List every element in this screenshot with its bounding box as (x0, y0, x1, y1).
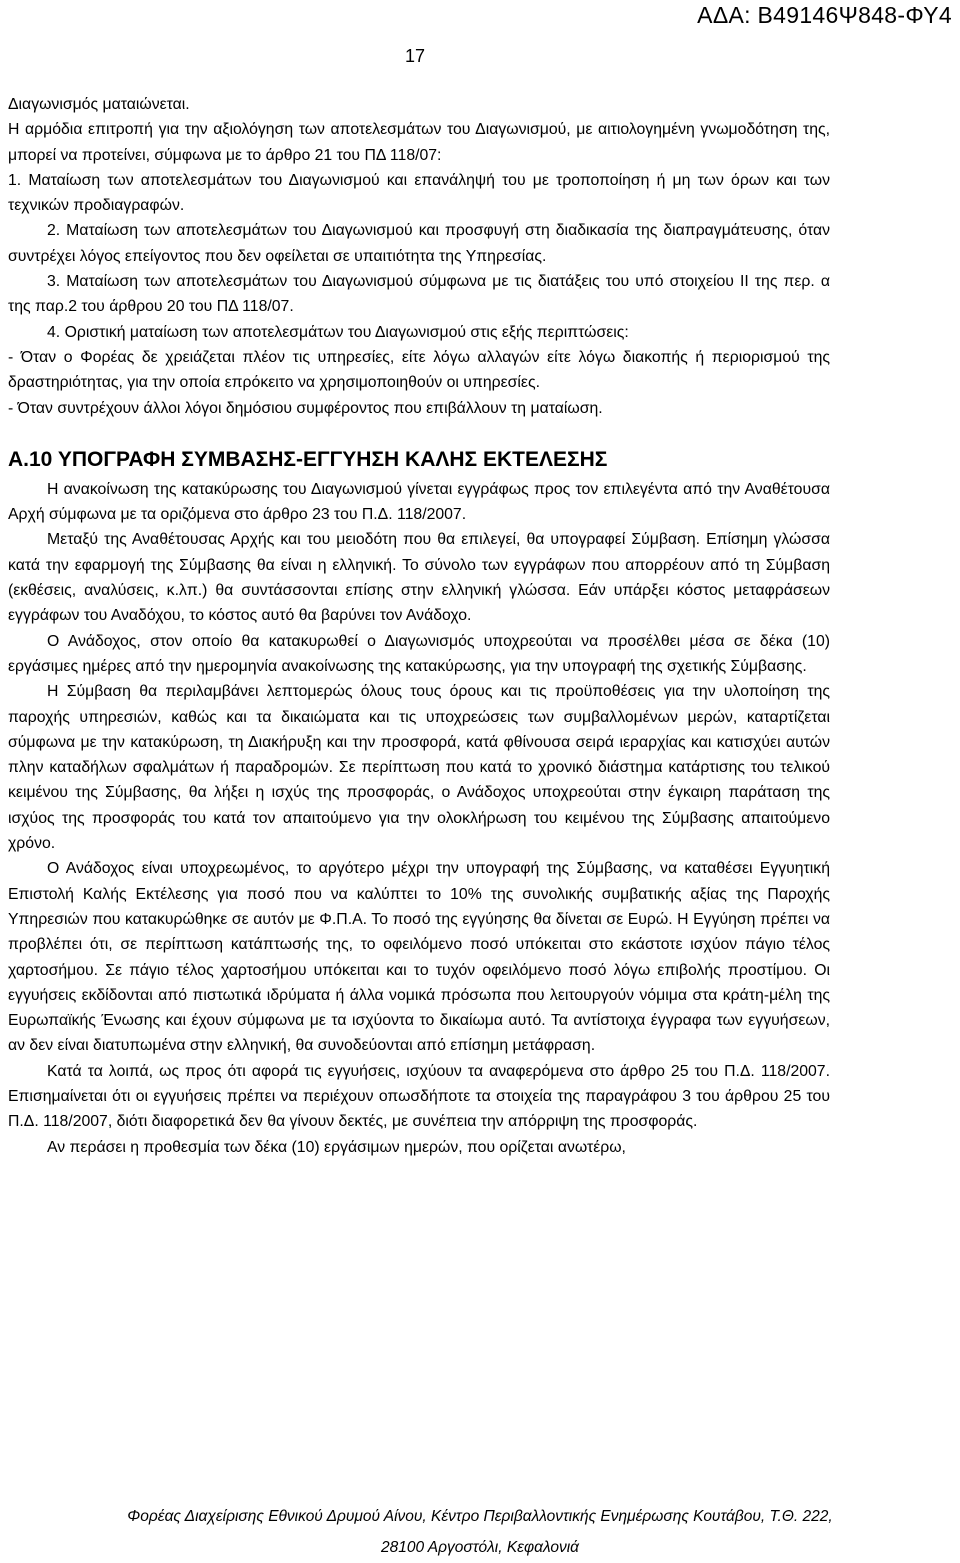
list-item: 1. Ματαίωση των αποτελεσμάτων του Διαγωνισμού και επανάληψή του με τροποποίηση ή μη των όρων και των τεχνικών προδιαγραφών. (8, 171, 830, 215)
paragraph: Διαγωνισμός ματαιώνεται. (8, 96, 190, 113)
footer-address-line: Φορέας Διαχείρισης Εθνικού Δρυμού Αίνου, Κέντρο Περιβαλλοντικής Ενημέρωσης Κουτάβου, Τ.Θ. 222, (127, 1508, 833, 1525)
document-body (8, 92, 830, 1160)
paragraph: Η Σύμβαση θα περιλαμβάνει λεπτομερώς όλους τους όρους και τις προϋποθέσεις για την υλοποίηση της παροχής υπηρεσιών, καθώς και τα δικαιώματα και τις υποχρεώσεις των συμβαλλομένων μερών, καταρτίζεται σύμφωνα με την κατακύρωση, τη Διακήρυξη και την προσφορά, κατά φθίνουσα σειρά ιεραρχίας και κατισχύει αυτών πλην καταδήλων σφαλμάτων ή παραδρομών. Σε περίπτωση που κατά το χρονικό διάστημα κατάρτισης του τελικού κειμένου της Σύμβασης, θα λήξει η ισχύς της προσφοράς, ο Ανάδοχος υποχρεούται στην έγκαιρη παράταση της ισχύος της προσφοράς του κατά τον απαιτούμενο για την ολοκλήρωση του κειμένου της Σύμβασης απαιτούμενο χρόνο. (8, 683, 830, 853)
paragraph: Κατά τα λοιπά, ως προς ότι αφορά τις εγγυήσεις, ισχύουν τα αναφερόμενα στο άρθρο 25 του Π.Δ. 118/2007. Επισημαίνεται ότι οι εγγυήσεις πρέπει να περιέχουν οπωσδήποτε τα στοιχεία της παραγράφου 3 του άρθρου 25 του Π.Δ. 118/2007, διότι διαφορετικά δεν θα γίνουν δεκτές, με συνέπεια την απόρριψη της προσφοράς. (8, 1062, 830, 1131)
paragraph: Μεταξύ της Αναθέτουσας Αρχής και του μειοδότη που θα επιλεγεί, θα υπογραφεί Σύμβαση. Επίσημη γλώσσα κατά την εφαρμογή της Σύμβασης θα είναι η ελληνική. Το σύνολο των εγγράφων που απορρέουν από τη Σύμβαση (εκθέσεις, αναλύσεις, κ.λπ.) θα συντάσσονται επίσης στην ελληνική γλώσσα. Εάν υπάρξει κόστος μεταφράσεων εγγράφων του Αναδόχου, το κόστος αυτό θα βαρύνει τον Ανάδοχο. (8, 531, 830, 625)
list-item: 2. Ματαίωση των αποτελεσμάτων του Διαγωνισμού και προσφυγή στη διαδικασία της διαπραγμάτευσης, όταν συντρέχει λόγος επείγοντος που δεν οφείλεται σε υπαιτιότητα της Υπηρεσίας. (8, 222, 830, 265)
dash-item: - Όταν συντρέχουν άλλοι λόγοι δημόσιου συμφέροντος που επιβάλλουν τη ματαίωση. (8, 399, 603, 417)
paragraph: Ο Ανάδοχος είναι υποχρεωμένος, το αργότερο μέχρι την υπογραφή της Σύμβασης, να καταθέσει Εγγυητική Επιστολή Καλής Εκτέλεσης για ποσό που να καλύπτει το 10% της συνολικής συμβατικής αξίας της Παροχής Υπηρεσιών που κατακυρώθηκε σε αυτόν με Φ.Π.Α. Το ποσό της εγγύησης θα δίνεται σε Ευρώ. Η Εγγύηση πρέπει να προβλέπει ότι, σε περίπτωση κατάπτωσής της, το οφειλόμενο ποσό υπόκειται στο εκάστοτε ισχύον πάγιο τέλος χαρτοσήμου. Σε πάγιο τέλος χαρτοσήμου υπόκειται και το τυχόν οφειλόμενο ποσό λόγω επιβολής προστίμου. Οι εγγυήσεις εκδίδονται από πιστωτικά ιδρύματα ή άλλα νομικά πρόσωπα που λειτουργούν νόμιμα στα κράτη-μέλη της Ευρωπαϊκής Ένωσης και έχουν σύμφωνα με τα ισχύοντα το δικαίωμα αυτό. Τα αντίστοιχα έγγραφα των εγγυήσεων, αν δεν είναι διατυπωμένα στην ελληνική, θα συνοδεύονται από επίσημη μετάφραση. (8, 860, 830, 1055)
ada-code: ΑΔΑ: Β49146Ψ848-ΦΥ4 (697, 2, 952, 28)
list-item: 3. Ματαίωση των αποτελεσμάτων του Διαγωνισμού σύμφωνα με τις διατάξεις του υπό στοιχείου ΙΙ της περ. α της παρ.2 του άρθρου 20 του ΠΔ 118/07. (8, 273, 830, 316)
paragraph: Η ανακοίνωση της κατακύρωσης του Διαγωνισμού γίνεται εγγράφως προς τον επιλεγέντα από την Αναθέτουσα Αρχή σύμφωνα με τα οριζόμενα στο άρθρο 23 του Π.Δ. 118/2007. (8, 480, 830, 524)
footer-city-line: 28100 Αργοστόλι, Κεφαλονιά (380, 1539, 580, 1556)
page-footer (0, 1501, 960, 1563)
paragraph: Η αρμόδια επιτροπή για την αξιολόγηση των αποτελεσμάτων του Διαγωνισμού, με αιτιολογημένη γνωμοδότηση της, μπορεί να προτείνει, σύμφωνα με το άρθρο 21 του ΠΔ 118/07: (8, 121, 830, 164)
dash-item: - Όταν ο Φορέας δε χρειάζεται πλέον τις υπηρεσίες, είτε λόγω αλλαγών είτε λόγω διακοπής ή περιορισμού της δραστηριότητας, για την οποία επρόκειτο να χρησιμοποιηθούν οι υπηρεσίες. (8, 348, 830, 392)
section-heading: Α.10 ΥΠΟΓΡΑΦΗ ΣΥΜΒΑΣΗΣ-ΕΓΓΥΗΣΗ ΚΑΛΗΣ ΕΚΤΕΛΕΣΗΣ (8, 447, 608, 471)
paragraph: Ο Ανάδοχος, στον οποίο θα κατακυρωθεί ο Διαγωνισμός υποχρεούται να προσέλθει μέσα σε δέκα (10) εργάσιμες ημέρες από την ημερομηνία ανακοίνωσης της κατακύρωσης, για την υπογραφή της σχετικής Σύμβασης. (8, 632, 830, 675)
page-number: 17 (405, 46, 426, 66)
list-item: 4. Οριστική ματαίωση των αποτελεσμάτων του Διαγωνισμού στις εξής περιπτώσεις: (47, 323, 629, 341)
paragraph: Αν περάσει η προθεσμία των δέκα (10) εργάσιμων ημερών, που ορίζεται ανωτέρω, (47, 1138, 626, 1156)
